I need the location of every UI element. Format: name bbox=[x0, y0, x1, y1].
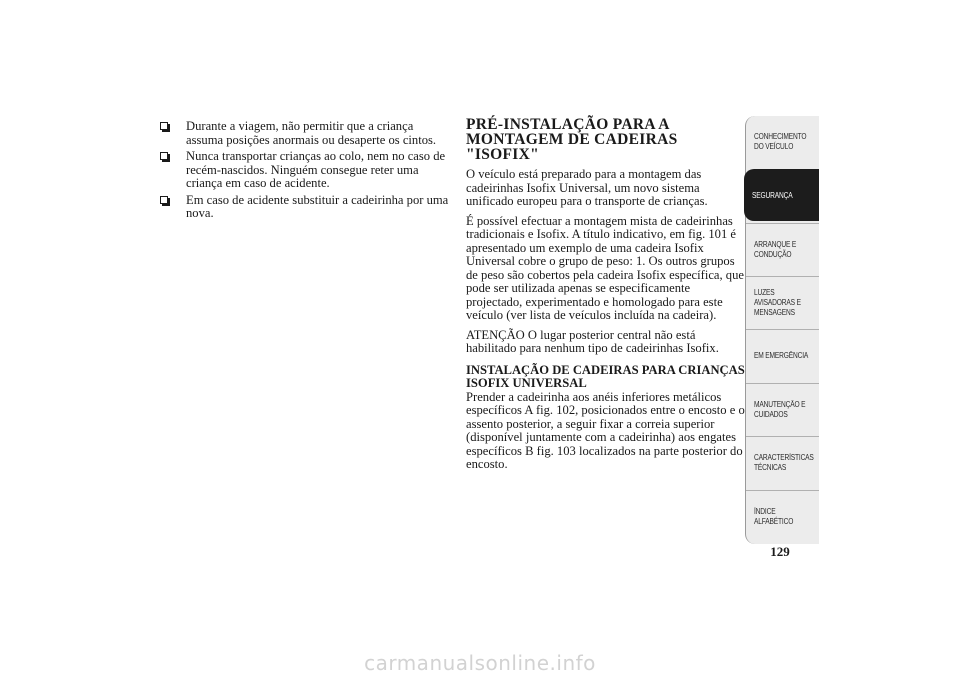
paragraph: Prender a cadeirinha aos anéis inferiores metálicos específicos A fig. 102, posicionados entre o encosto e o assento posterior, a seguir fixar a correia superior (disponível juntamente com a cadeirinha) aos engates específicos B fig. 103 localizados na parte posterior do encosto. bbox=[466, 389, 745, 471]
tab-label: MANUTENÇÃO E CUIDADOS bbox=[754, 399, 806, 419]
tab-caracteristicas[interactable] bbox=[746, 436, 819, 488]
right-column bbox=[466, 117, 746, 472]
tab-arranque[interactable] bbox=[746, 223, 819, 275]
bullet-text: Durante a viagem, não permitir que a criança assuma posições anormais ou desaperte os cintos. bbox=[186, 119, 437, 147]
watermark: carmanualsonline.info bbox=[364, 651, 596, 675]
tab-label: ARRANQUE E CONDUÇÃO bbox=[754, 239, 797, 259]
section-heading: PRÉ-INSTALAÇÃO PARA A MONTAGEM DE CADEIRAS "ISOFIX" bbox=[466, 116, 678, 163]
tab-conhecimento[interactable] bbox=[746, 116, 819, 168]
tab-label: CONHECIMENTO DO VEÍCULO bbox=[754, 132, 807, 151]
bullet-text: Nunca transportar crianças ao colo, nem no caso de recém-nascidos. Ninguém consegue reter uma criança em caso de acidente. bbox=[186, 149, 446, 190]
checkbox-bullet-icon bbox=[160, 152, 168, 160]
subsection-heading: INSTALAÇÃO DE CADEIRAS PARA CRIANÇAS ISOFIX UNIVERSAL bbox=[466, 362, 745, 390]
paragraph: É possível efectuar a montagem mista de cadeirinhas tradicionais e Isofix. A título indicativo, em fig. 101 é apresentado um exemplo de uma cadeira Isofix Universal cobre o grupo de peso: 1. Os outros grupos de peso são cobertos pela cadeira Isofix específica, que pode ser utilizada apenas se especificamente projectado, experimentado e homologado para este veículo (ver lista de veículos incluída na cadeira). bbox=[466, 213, 744, 322]
tab-indice[interactable] bbox=[746, 490, 819, 542]
tab-label: LUZES AVISADORAS E MENSAGENS bbox=[754, 287, 801, 317]
bullet-item bbox=[160, 120, 450, 147]
page-number: 129 bbox=[770, 544, 790, 559]
tab-manutencao[interactable] bbox=[746, 383, 819, 435]
paragraph-attention: ATENÇÃO O lugar posterior central não está habilitado para nenhum tipo de cadeirinhas Isofix. bbox=[466, 327, 719, 355]
tab-emergencia[interactable] bbox=[746, 329, 819, 381]
tab-seguranca[interactable] bbox=[744, 169, 819, 221]
bullet-item bbox=[160, 150, 450, 191]
paragraph: O veículo está preparado para a montagem das cadeirinhas Isofix Universal, um novo sistema unificado europeu para o transporte de crianças. bbox=[466, 167, 708, 208]
tab-luzes[interactable] bbox=[746, 276, 819, 328]
tab-label: SEGURANÇA bbox=[752, 190, 793, 200]
bullet-text: Em caso de acidente substituir a cadeirinha por uma nova. bbox=[186, 192, 449, 220]
chapter-sidebar bbox=[745, 116, 819, 544]
left-column bbox=[160, 120, 450, 224]
checkbox-bullet-icon bbox=[160, 122, 168, 130]
bullet-item bbox=[160, 194, 450, 221]
checkbox-bullet-icon bbox=[160, 196, 168, 204]
tab-label: EM EMERGÊNCIA bbox=[754, 350, 809, 360]
tab-label: CARACTERÍSTICAS TÉCNICAS bbox=[754, 452, 814, 472]
tab-label: ÍNDICE ALFABÉTICO bbox=[754, 506, 794, 526]
